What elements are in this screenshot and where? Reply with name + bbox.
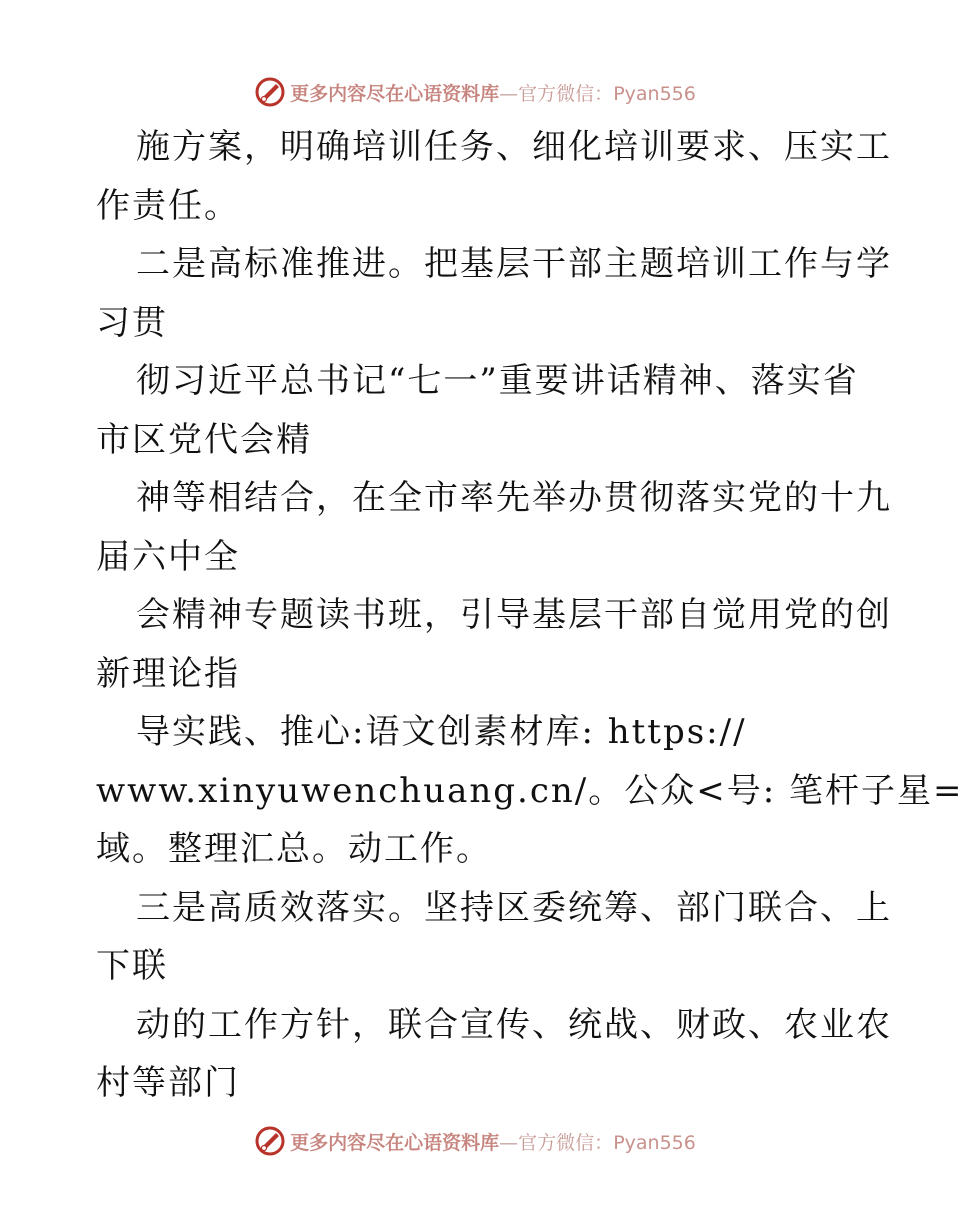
text-line: 施方案，明确培训任务、细化培训要求、压实工 — [136, 127, 892, 167]
document-body — [96, 118, 963, 1113]
watermark-separator: — — [499, 1131, 519, 1154]
watermark-text — [290, 1128, 696, 1155]
text-line: 二是高标准推进。把基层干部主题培训工作与学 — [136, 244, 892, 284]
brand-logo-icon — [254, 76, 286, 108]
page-header-watermark — [0, 72, 950, 112]
text-line: 市区党代会精 — [96, 419, 312, 460]
page-footer-watermark — [0, 1121, 950, 1161]
text-line: 导实践、推心:语文创素材库: https:// — [136, 712, 747, 752]
text-line: 届六中全 — [96, 536, 240, 577]
text-line: 彻习近平总书记“七一”重要讲话精神、落实省 — [136, 361, 859, 401]
text-line: 动的工作方针，联合宣传、统战、财政、农业农 — [136, 1004, 892, 1045]
watermark-brand: 更多内容尽在心语资料库 — [290, 1131, 500, 1154]
text-line: 习贯 — [96, 302, 168, 343]
brand-logo-icon — [254, 1125, 286, 1157]
text-line: 下联 — [96, 946, 168, 986]
text-line: 域。整理汇总。动工作。 — [96, 829, 492, 869]
watermark-wechat-id: Pyan556 — [613, 1131, 696, 1154]
watermark-brand: 更多内容尽在心语资料库 — [290, 82, 500, 105]
text-line: 新理论指 — [96, 653, 240, 694]
watermark-label: 官方微信： — [518, 82, 614, 105]
watermark-label: 官方微信： — [518, 1131, 614, 1154]
text-line: 作责任。 — [96, 185, 240, 226]
text-line: 三是高质效落实。坚持区委统筹、部门联合、上 — [136, 887, 892, 928]
watermark-wechat-id: Pyan556 — [613, 82, 696, 105]
text-line: 村等部门 — [96, 1063, 240, 1103]
watermark-separator: — — [499, 82, 519, 105]
watermark-text — [290, 79, 696, 106]
text-line: 会精神专题读书班，引导基层干部自觉用党的创 — [136, 595, 892, 635]
text-line: www.xinyuwenchuang.cn/。公众<号: 笔杆子星= — [96, 770, 963, 811]
text-line: 神等相结合，在全市率先举办贯彻落实党的十九 — [136, 478, 892, 518]
